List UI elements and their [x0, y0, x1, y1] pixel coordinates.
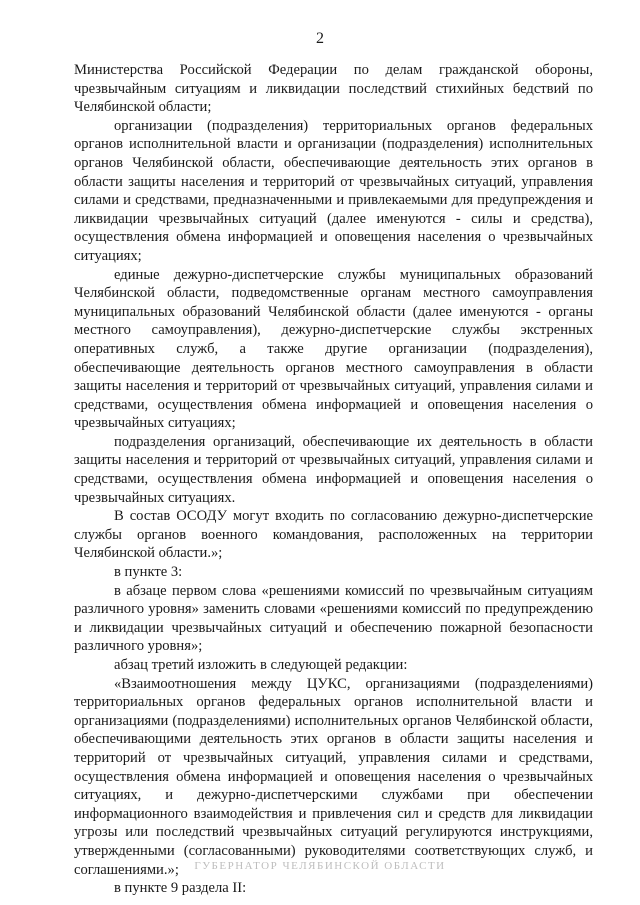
paragraph: подразделения организаций, обеспечивающие их деятельность в области защиты населения и территорий от чрезвычайных ситуаций, управления силами и средствами, осуществления обмена информацией и оповещения населения о чрезвычайных ситуациях.: [74, 433, 593, 506]
footer-watermark: ГУБЕРНАТОР ЧЕЛЯБИНСКОЙ ОБЛАСТИ: [194, 860, 446, 872]
paragraph: Министерства Российской Федерации по делам гражданской обороны, чрезвычайным ситуациям и ликвидации последствий стихийных бедствий по Челябинской области;: [74, 62, 593, 116]
paragraph: абзац третий изложить в следующей редакции:: [114, 657, 408, 673]
paragraph: в пункте 9 раздела II:: [114, 880, 247, 897]
document-body: [74, 61, 593, 898]
paragraph: в пункте 3:: [114, 564, 183, 581]
paragraph: «Взаимоотношения между ЦУКС, организациями (подразделениями) территориальных органов федеральных органов исполнительной власти и организациями (подразделениями) исполнительных органов Челябинской области, обеспечивающими деятельность этих органов в области защиты населения и территорий от чрезвычайных ситуаций, управления силами и средствами, осуществления обмена информацией и оповещения населения о чрезвычайных ситуациях, и дежурно-диспетчерскими службами при обеспечении информационного взаимодействия и привлечения сил и средств для ликвидации угрозы или последствий чрезвычайных ситуаций регулируются инструкциями, утвержденными (согласованными) руководителями соответствующих служб, и соглашениями.»;: [74, 675, 593, 878]
paragraph: В состав ОСОДУ могут входить по согласованию дежурно-диспетчерские службы органов военного командования, расположенных на территории Челябинской области.»;: [74, 508, 593, 562]
paragraph: организации (подразделения) территориальных органов федеральных органов исполнительной власти и организации (подразделения) исполнительных органов Челябинской области, обеспечивающие деятельность этих органов в области защиты населения и территорий от чрезвычайных ситуаций, управления силами и средствами, предназначенными и привлекаемыми для предупреждения и ликвидации чрезвычайных ситуаций (далее именуются - силы и средства), осуществления обмена информацией и оповещения населения о чрезвычайных ситуациях;: [74, 117, 593, 264]
paragraph: единые дежурно-диспетчерские службы муниципальных образований Челябинской области, подведомственные органам местного самоуправления муниципальных образований Челябинской области (далее именуются - органы местного самоуправления), дежурно-диспетчерские службы экстренных оперативных служб, а также другие организации (подразделения), обеспечивающие деятельность органов местного самоуправления в области защиты населения и территорий от чрезвычайных ситуаций, управления силами и средствами, осуществления обмена информацией и оповещения населения о чрезвычайных ситуациях;: [74, 266, 593, 432]
page-number: 2: [316, 30, 324, 47]
paragraph: в абзаце первом слова «решениями комиссий по чрезвычайным ситуациям различного уровня» заменить словами «решениями комиссий по предупреждению и ликвидации чрезвычайных ситуаций и обеспечению пожарной безопасности различного уровня»;: [74, 582, 593, 655]
